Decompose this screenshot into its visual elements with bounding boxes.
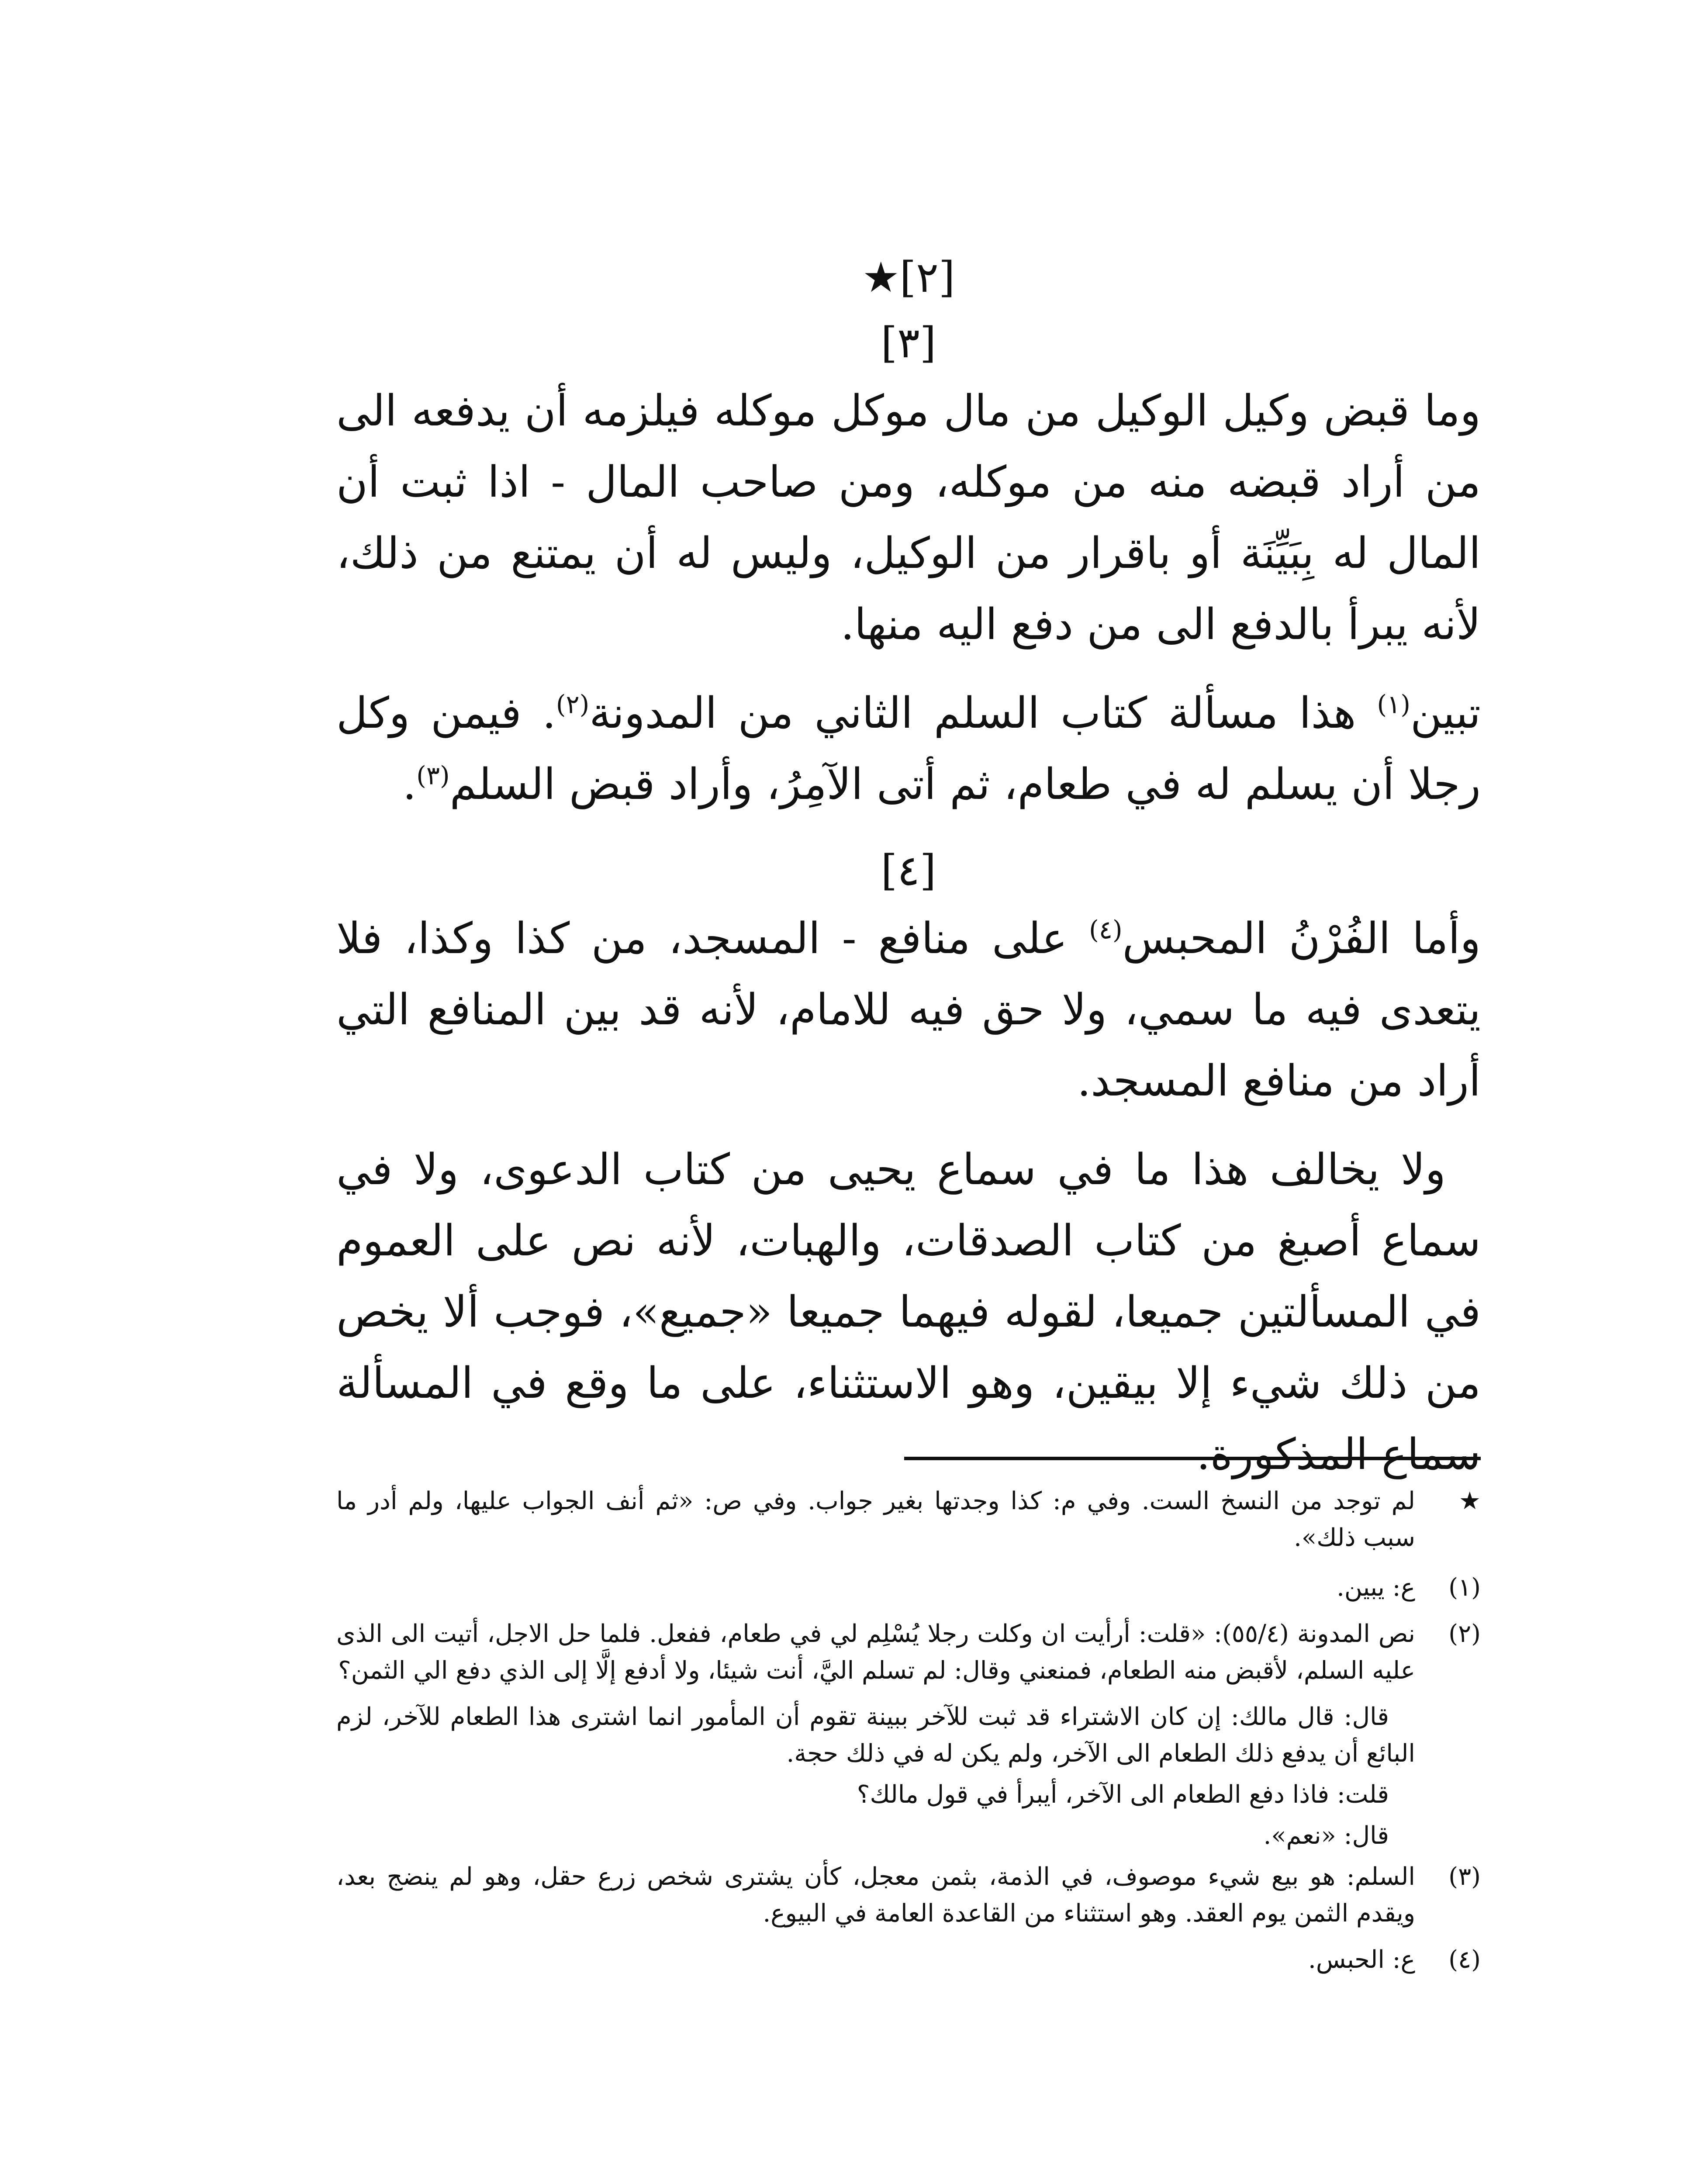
paragraph-2-text-a: تبين xyxy=(1410,688,1481,738)
footnote-3 xyxy=(336,1859,1481,1932)
section-heading-4: [٤] xyxy=(881,846,936,895)
paragraph-3-text-b: على منافع - المسجد، من كذا وكذا، فلا يتعدى فيه ما سمي، ولا حق فيه للامام، لأنه قد بين المنافع التي أراد من منافع المسجد. xyxy=(336,914,1481,1106)
paragraph-3-text-a: وأما الفُرْنُ المحبس xyxy=(1122,914,1481,964)
footnote-ref-1[interactable]: (١) xyxy=(1377,689,1410,719)
footnote-mark-2: (٢) xyxy=(1448,1620,1481,1648)
footnote-mark-3: (٣) xyxy=(1448,1863,1481,1891)
section-heading-2: [٢]★ xyxy=(862,253,955,302)
footnote-text-star: لم توجد من النسخ الست. وفي م: كذا وجدتها بغير جواب. وفي ص: «ثم أنف الجواب عليها، ولم أدر ما سبب ذلك». xyxy=(336,1487,1415,1552)
footnote-ref-2[interactable]: (٢) xyxy=(556,689,590,719)
paragraph-2-text-b: هذا مسألة كتاب السلم الثاني من المدونة xyxy=(589,688,1377,738)
footnote-mark-4: (٤) xyxy=(1448,1946,1481,1974)
paragraph-4: ولا يخالف هذا ما في سماع يحيى من كتاب الدعوى، ولا في سماع أصبغ من كتاب الصدقات، والهبات، لأنه نص على العموم في المسألتين جميعا، لقوله فيهما جميعا «جميع»، فوجب ألا يخص من ذلك شيء إلا بيقين، وهو الاستثناء، على ما وقع في المسألة سماع المذكورة. xyxy=(336,1145,1481,1479)
section-heading-3: [٣] xyxy=(881,318,936,367)
paragraph-2-text-c: . فيمن وكل رجلا أن يسلم له في طعام، ثم أتى الآمِرُ، وأراد قبض السلم xyxy=(336,688,1481,809)
footnote-separator xyxy=(904,1457,1481,1460)
footnote-star xyxy=(336,1483,1481,1556)
paragraph-2 xyxy=(336,678,1481,820)
footnote-text-3: السلم: هو بيع شيء موصوف، في الذمة، بثمن معجل، كأن يشترى شخص زرع حقل، وهو لم ينضج بعد، ويقدم الثمن يوم العقد. وهو استثناء من القاعدة العامة في البيوع. xyxy=(336,1863,1415,1928)
footnote-4 xyxy=(336,1942,1481,1978)
footnote-2 xyxy=(336,1616,1481,1689)
footnote-text-1: ع: يبين. xyxy=(1337,1573,1415,1602)
main-text xyxy=(336,245,1481,1508)
footnote-1 xyxy=(336,1569,1481,1606)
footnote-ref-4[interactable]: (٤) xyxy=(1089,915,1123,945)
footnote-2-quote-2: قلت: فاذا دفع الطعام الى الآخر، أيبرأ في قول مالك؟ xyxy=(857,1780,1389,1809)
footnote-mark-star: ★ xyxy=(1458,1487,1481,1515)
footnote-2-quote-3: قال: «نعم». xyxy=(1263,1821,1389,1850)
paragraph-3 xyxy=(336,903,1481,1117)
footnote-ref-3[interactable]: (٣) xyxy=(416,760,450,791)
footnote-mark-1: (١) xyxy=(1448,1573,1481,1602)
footnote-2-continuation xyxy=(336,1699,1481,1854)
footnote-text-2: نص المدونة (٥٥/٤): «قلت: أرأيت ان وكلت رجلا يُسْلِم لي في طعام، ففعل. فلما حل الاجل، أتيت الى الذى عليه السلم، لأقبض منه الطعام، فمنعني وقال: لم تسلم اليَّ، أنت شيئا، ولا أدفع إلَّا إلى الذي دفع الي الثمن؟ xyxy=(336,1620,1416,1685)
footnote-text-4: ع: الحبس. xyxy=(1308,1946,1415,1974)
footnote-2-quote-1: قال: قال مالك: إن كان الاشتراء قد ثبت للآخر ببينة تقوم أن المأمور انما اشترى هذا الطعام للآخر، لزم البائع أن يدفع ذلك الطعام الى الآخر، ولم يكن له في ذلك حجة. xyxy=(336,1703,1415,1768)
paragraph-1: وما قبض وكيل الوكيل من مال موكل موكله فيلزمه أن يدفعه الى من أراد قبضه منه من موكله، ومن صاحب المال - اذا ثبت أن المال له بِبَيِّنَة أو باقرار من الوكيل، وليس له أن يمتنع من ذلك، لأنه يبرأ بالدفع الى من دفع اليه منها. xyxy=(336,386,1481,650)
footnotes xyxy=(336,1483,1481,1988)
paragraph-2-text-d: . xyxy=(403,760,417,809)
